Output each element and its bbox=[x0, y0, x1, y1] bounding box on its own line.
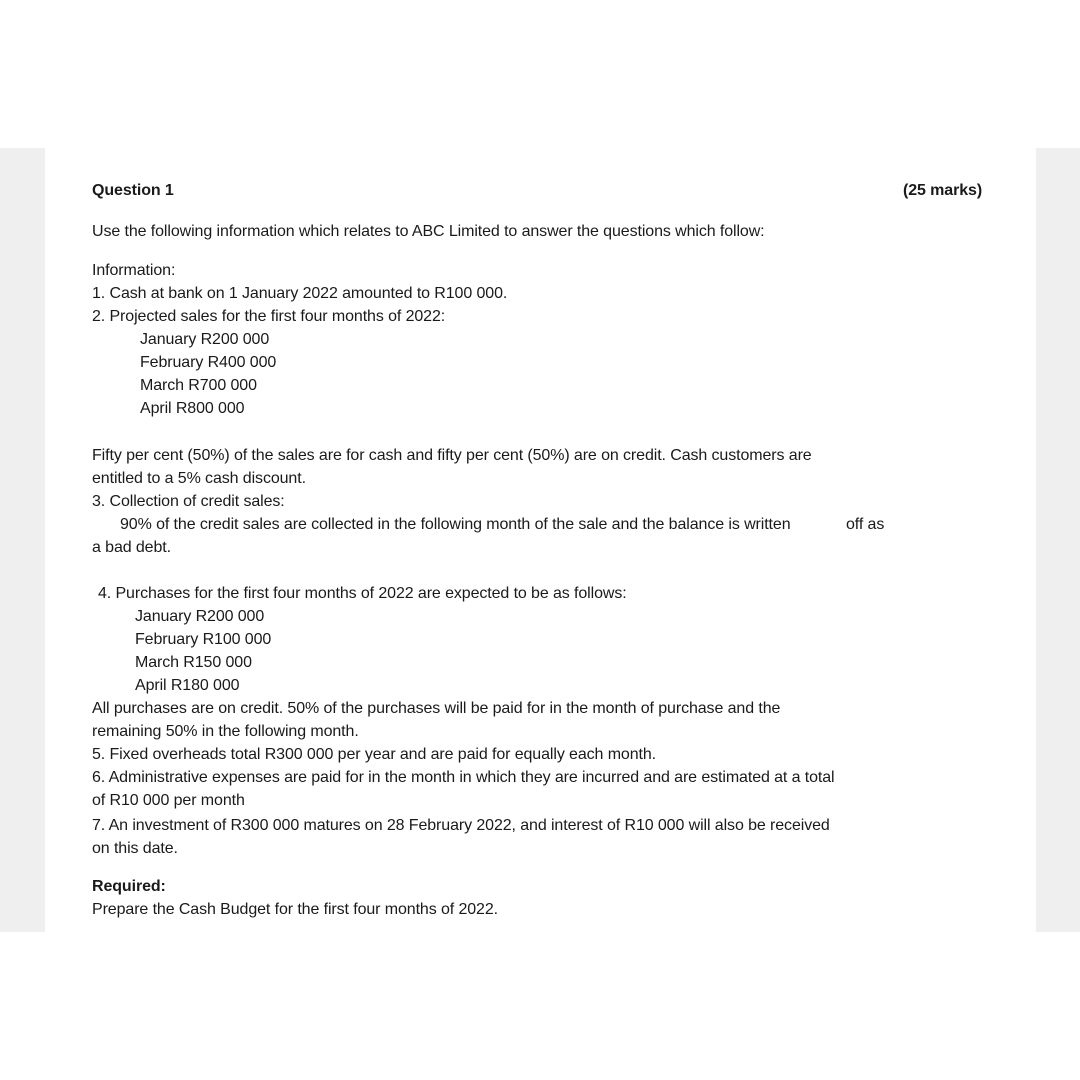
info-item-1: 1. Cash at bank on 1 January 2022 amounted to R100 000. bbox=[92, 285, 508, 302]
sales-note-line-1: Fifty per cent (50%) of the sales are for cash and fifty per cent (50%) are on credit. Cash customers are bbox=[92, 447, 812, 464]
info-item-5: 5. Fixed overheads total R300 000 per year and are paid for equally each month. bbox=[92, 746, 657, 763]
left-margin-strip bbox=[0, 148, 45, 932]
purchases-note-line-1: All purchases are on credit. 50% of the purchases will be paid for in the month of purchase and the bbox=[92, 700, 781, 717]
required-text: Prepare the Cash Budget for the first four months of 2022. bbox=[92, 901, 498, 918]
purchases-february: February R100 000 bbox=[135, 631, 272, 648]
collection-line-1: 90% of the credit sales are collected in the following month of the sale and the balance is written bbox=[120, 516, 791, 533]
collection-line-2: a bad debt. bbox=[92, 539, 171, 556]
info-item-7-line-2: on this date. bbox=[92, 840, 178, 857]
sales-march: March R700 000 bbox=[140, 377, 257, 394]
info-item-2: 2. Projected sales for the first four months of 2022: bbox=[92, 308, 446, 325]
required-heading: Required: bbox=[92, 878, 166, 895]
question-marks: (25 marks) bbox=[903, 182, 983, 199]
sales-note-line-2: entitled to a 5% cash discount. bbox=[92, 470, 306, 487]
document-page bbox=[45, 148, 1036, 932]
info-item-6-line-1: 6. Administrative expenses are paid for in the month in which they are incurred and are estimated at a total bbox=[92, 769, 835, 786]
question-intro: Use the following information which relates to ABC Limited to answer the questions which follow: bbox=[92, 223, 765, 240]
collection-off-as: off as bbox=[846, 516, 885, 533]
info-item-3: 3. Collection of credit sales: bbox=[92, 493, 285, 510]
sales-february: February R400 000 bbox=[140, 354, 277, 371]
info-item-6-line-2: of R10 000 per month bbox=[92, 792, 245, 809]
purchases-january: January R200 000 bbox=[135, 608, 265, 625]
sales-january: January R200 000 bbox=[140, 331, 270, 348]
info-item-4: 4. Purchases for the first four months of 2022 are expected to be as follows: bbox=[98, 585, 627, 602]
info-item-7-line-1: 7. An investment of R300 000 matures on 28 February 2022, and interest of R10 000 will also be received bbox=[92, 817, 830, 834]
purchases-note-line-2: remaining 50% in the following month. bbox=[92, 723, 359, 740]
purchases-april: April R180 000 bbox=[135, 677, 240, 694]
information-heading: Information: bbox=[92, 262, 176, 279]
right-margin-strip bbox=[1036, 148, 1080, 932]
sales-april: April R800 000 bbox=[140, 400, 245, 417]
purchases-march: March R150 000 bbox=[135, 654, 252, 671]
question-title: Question 1 bbox=[92, 182, 174, 199]
